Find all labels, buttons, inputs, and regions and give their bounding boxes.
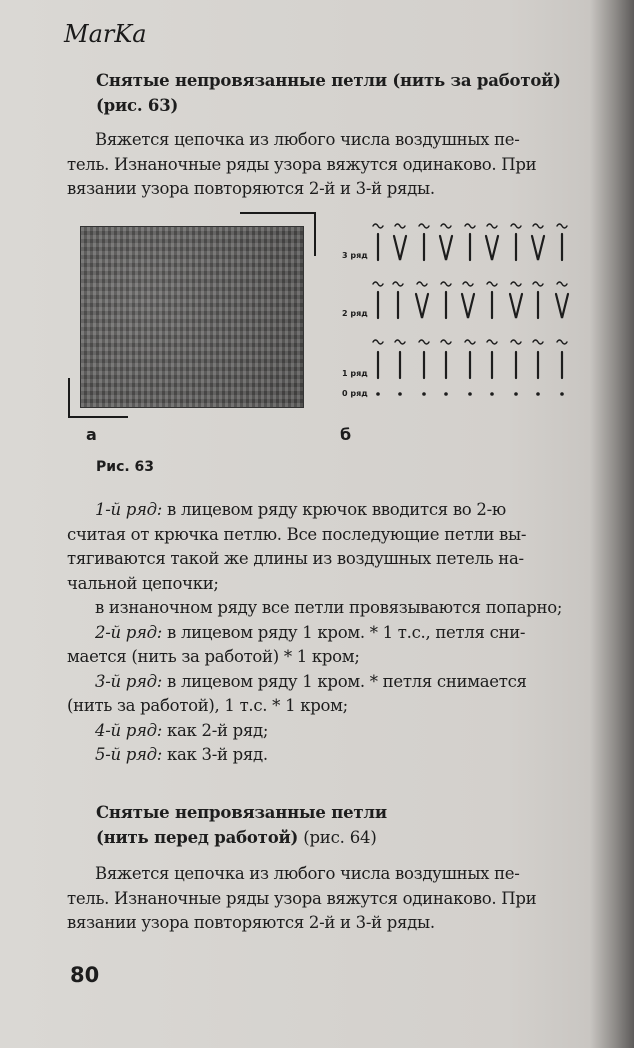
row1-line — [95, 498, 600, 523]
loop-tilde — [465, 340, 475, 344]
loop-tilde — [533, 340, 543, 344]
loop-tilde — [465, 224, 475, 228]
row1-text: в лицевом ряду крючок вводится во 2-ю — [162, 500, 506, 519]
loop-tilde — [395, 224, 405, 228]
intro-line: вязании узора повторяются 2-й и 3-й ряды. — [67, 179, 435, 198]
row2-text: в лицевом ряду 1 кром. * 1 т.с., петля сни- — [162, 622, 526, 642]
loop-tilde — [557, 340, 567, 344]
row1-purl: в изнаночном ряду все петли провязываются попарно; — [95, 598, 563, 617]
photo-corner-mark — [240, 212, 316, 256]
row3-text: в лицевом ряду 1 кром. * петля снимается — [162, 671, 527, 691]
intro-line: вязании узора повторяются 2-й и 3-й ряды. — [67, 913, 435, 932]
row1-cont: чальной цепочки; — [67, 573, 219, 593]
row1-label: 1-й ряд: — [95, 500, 163, 519]
section1-title — [96, 68, 596, 118]
page-number: 80 — [70, 963, 100, 987]
slip-stitch-v — [394, 236, 406, 260]
loop-tilde — [557, 282, 567, 286]
chain-dot — [536, 392, 540, 396]
row4-label: 4-й ряд: — [95, 720, 163, 740]
loop-tilde — [373, 340, 383, 344]
loop-tilde — [487, 282, 497, 286]
section1-intro — [67, 128, 600, 202]
row4-line — [95, 719, 600, 744]
slip-stitch-v — [532, 236, 544, 260]
figure-label-b: б — [340, 425, 352, 444]
loop-tilde — [463, 282, 473, 286]
chain-dot — [398, 392, 402, 396]
slip-stitch-v — [416, 294, 428, 318]
section2-intro — [67, 862, 600, 936]
row-label-3: 3 ряд — [342, 251, 368, 260]
loop-tilde — [511, 282, 521, 286]
chain-dot — [468, 392, 472, 396]
loop-tilde — [487, 340, 497, 344]
loop-tilde — [557, 224, 567, 228]
intro-line: тель. Изнаночные ряды узора вяжутся одинаково. При — [67, 888, 537, 908]
instructions — [67, 498, 600, 768]
chain-dot — [560, 392, 564, 396]
row3-label: 3-й ряд: — [95, 671, 163, 691]
intro-line: Вяжется цепочка из любого числа воздушных пе- — [95, 130, 520, 149]
loop-tilde — [441, 340, 451, 344]
figure-caption: Рис. 63 — [96, 459, 155, 475]
row5-line — [95, 743, 600, 768]
section2-title — [96, 800, 596, 850]
row2-label: 2-й ряд: — [95, 622, 163, 642]
loop-tilde — [419, 340, 429, 344]
loop-tilde — [511, 224, 521, 228]
section2-title-line1: Снятые непровязанные петли — [96, 803, 387, 822]
loop-tilde — [533, 224, 543, 228]
chain-dot — [490, 392, 494, 396]
row4-text: как 2-й ряд; — [162, 720, 269, 740]
loop-tilde — [487, 224, 497, 228]
stitch-symbols — [373, 224, 568, 396]
section1-title-line2: (рис. 63) — [96, 96, 179, 115]
loop-tilde — [441, 282, 451, 286]
section2-title-ref: (рис. 64) — [298, 828, 377, 847]
loop-tilde — [511, 340, 521, 344]
loop-tilde — [393, 282, 403, 286]
row2-cont: мается (нить за работой) * 1 кром; — [67, 647, 360, 666]
figure-label-a: а — [86, 425, 97, 444]
row5-label: 5-й ряд: — [95, 745, 163, 764]
stitch-diagram — [338, 212, 588, 412]
slip-stitch-v — [556, 294, 568, 318]
photo-corner-mark — [68, 378, 128, 418]
row1-cont: считая от крючка петлю. Все последующие петли вы- — [67, 524, 527, 544]
loop-tilde — [419, 224, 429, 228]
row3-line — [95, 670, 600, 695]
row3-cont: (нить за работой), 1 т.с. * 1 кром; — [67, 696, 348, 715]
section2-title-line2: (нить перед работой) — [96, 828, 299, 847]
row1-cont: тягиваются такой же длины из воздушных петель на- — [67, 549, 524, 568]
loop-tilde — [533, 282, 543, 286]
slip-stitch-v — [510, 294, 522, 318]
chain-dot — [376, 392, 380, 396]
loop-tilde — [417, 282, 427, 286]
chain-dot — [422, 392, 426, 396]
loop-tilde — [373, 224, 383, 228]
loop-tilde — [395, 340, 405, 344]
loop-tilde — [373, 282, 383, 286]
watermark-signature: MarKa — [64, 20, 147, 48]
intro-line: тель. Изнаночные ряды узора вяжутся одинаково. При — [67, 154, 537, 174]
section1-title-line1: Снятые непровязанные петли (нить за работой) — [96, 71, 561, 90]
loop-tilde — [441, 224, 451, 228]
slip-stitch-v — [462, 294, 474, 318]
chain-dot — [514, 392, 518, 396]
intro-line: Вяжется цепочка из любого числа воздушных пе- — [95, 864, 520, 883]
row2-line — [95, 621, 600, 646]
row-label-1: 1 ряд — [342, 369, 368, 378]
row-label-0: 0 ряд — [342, 389, 368, 398]
slip-stitch-v — [486, 236, 498, 260]
row5-text: как 3-й ряд. — [162, 745, 268, 764]
row-label-2: 2 ряд — [342, 309, 368, 318]
slip-stitch-v — [440, 236, 452, 260]
chain-dot — [444, 392, 448, 396]
